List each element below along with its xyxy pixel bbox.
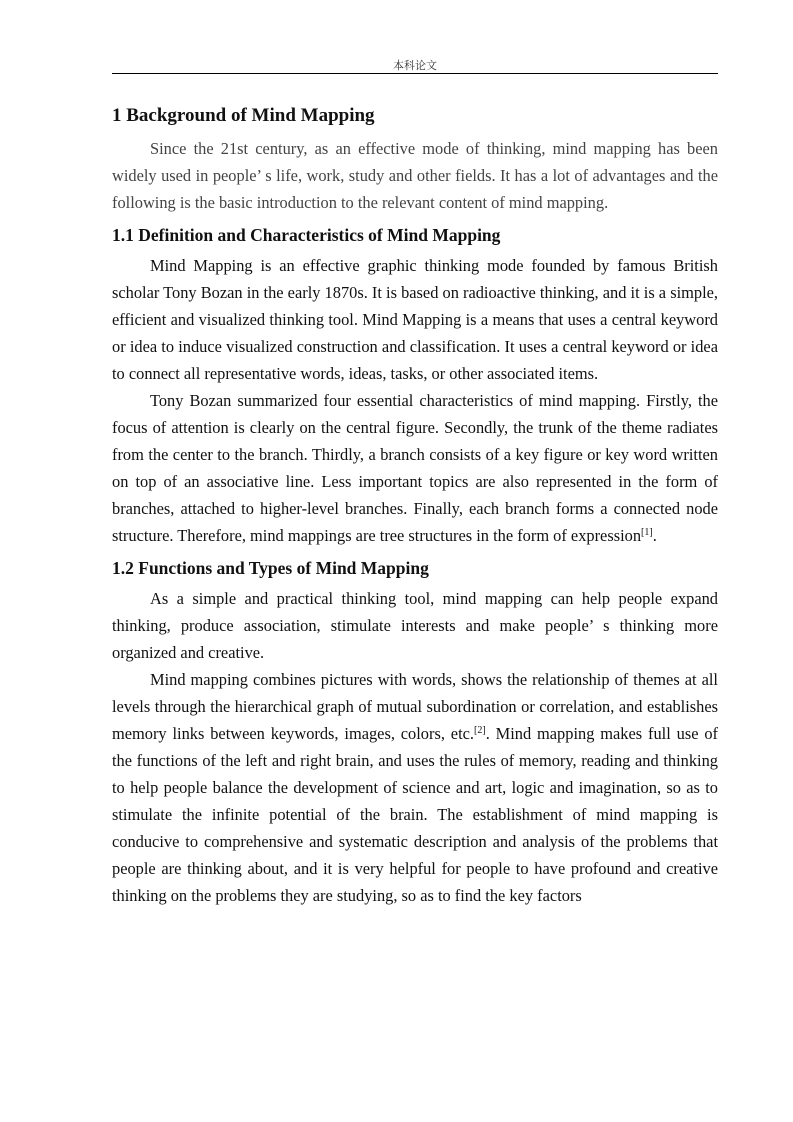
running-header: 本科论文 — [393, 59, 437, 72]
page-body — [112, 102, 718, 909]
paragraph-characteristics — [112, 387, 718, 549]
paragraph-characteristics-text: Tony Bozan summarized four essential characteristics of mind mapping. Firstly, the focus of attention is clearly on the central figure. Secondly, the trunk of the theme radiates from the center to the branch. Thirdly, a branch consists of a key figure or key word written on top of an associative line. Less important topics are also represented in the form of branches, attached to higher-level branches. Finally, each branch forms a connected node structure. Therefore, mind mappings are tree structures in the form of expression — [112, 391, 718, 545]
header-rule — [112, 73, 718, 74]
section-heading-1: 1 Background of Mind Mapping — [112, 105, 375, 126]
paragraph-combination — [112, 666, 718, 909]
paragraph-functions: As a simple and practical thinking tool, mind mapping can help people expand thinking, produce association, stimulate interests and make people’ s thinking more organized and creative. — [112, 589, 718, 662]
citation-2: [2] — [474, 725, 486, 736]
paragraph-definition: Mind Mapping is an effective graphic thinking mode founded by famous British scholar Tony Bozan in the early 1870s. It is based on radioactive thinking, and it is a simple, efficient and visualized thinking tool. Mind Mapping is a means that uses a central keyword or idea to induce visualized construction and classification. It uses a central keyword or idea to connect all representative words, ideas, tasks, or other associated items. — [112, 256, 718, 383]
paragraph-background: Since the 21st century, as an effective mode of thinking, mind mapping has been widely used in people’ s life, work, study and other fields. It has a lot of advantages and the following is the basic introduction to the relevant content of mind mapping. — [112, 139, 718, 212]
paragraph-combination-start: Mind mapping combines pictures with words, shows the relationship of themes at all levels through the hierarchical graph of mutual subordination or correlation, and establishes memory links between keywords, images, colors, etc. — [112, 670, 718, 743]
section-heading-1-1: 1.1 Definition and Characteristics of Mind Mapping — [112, 225, 501, 245]
paragraph-combination-rest: . Mind mapping makes full use of the functions of the left and right brain, and uses the rules of memory, reading and thinking to help people balance the development of science and art, logic and imagination, so as to stimulate the infinite potential of the brain. The establishment of mind mapping is conducive to comprehensive and systematic description and analysis of the problems that people are thinking about, and it is very helpful for people to have profound and creative thinking on the problems they are studying, so as to find the key factors — [112, 724, 718, 905]
section-heading-1-2: 1.2 Functions and Types of Mind Mapping — [112, 558, 429, 578]
citation-1: [1] — [641, 527, 653, 538]
paragraph-characteristics-end: . — [652, 526, 657, 545]
